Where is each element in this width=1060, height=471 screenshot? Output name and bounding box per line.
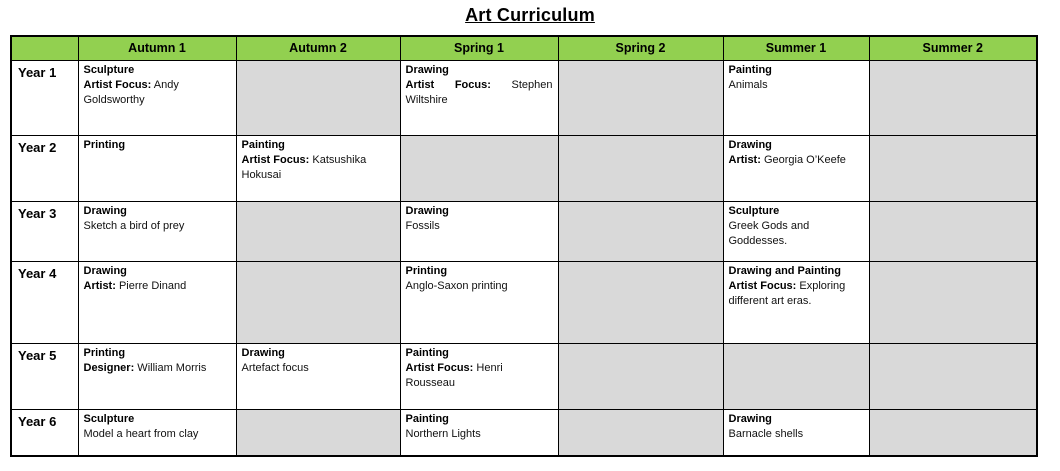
curriculum-cell <box>78 343 236 409</box>
cell-detail: Designer: William Morris <box>83 361 207 374</box>
curriculum-cell <box>78 409 236 456</box>
table-row <box>11 201 1037 261</box>
cell-heading: Drawing <box>241 346 285 359</box>
cell-heading: Painting <box>405 412 449 425</box>
cell-detail: Artist Focus: Henri Rousseau <box>405 361 503 389</box>
year-label: Year 1 <box>11 60 78 135</box>
column-header-spring-2: Spring 2 <box>558 36 723 60</box>
cell-detail: Fossils <box>405 219 440 232</box>
empty-cell <box>723 343 869 409</box>
curriculum-cell <box>723 261 869 343</box>
table-row <box>11 343 1037 409</box>
cell-detail: Artist: Georgia O’Keefe <box>728 153 846 166</box>
cell-detail: Artist Focus: Katsushika Hokusai <box>241 153 367 181</box>
curriculum-cell <box>236 135 400 201</box>
cell-detail: Model a heart from clay <box>83 427 199 440</box>
empty-cell <box>869 343 1037 409</box>
year-label: Year 3 <box>11 201 78 261</box>
empty-cell <box>869 60 1037 135</box>
header-row <box>11 36 1037 60</box>
year-label: Year 4 <box>11 261 78 343</box>
cell-detail: Artist Focus: Exploring different art eras. <box>728 279 846 307</box>
year-label: Year 2 <box>11 135 78 201</box>
empty-cell <box>558 343 723 409</box>
empty-cell <box>558 135 723 201</box>
cell-heading: Painting <box>241 138 285 151</box>
column-header-year <box>11 36 78 60</box>
cell-heading: Drawing <box>728 138 772 151</box>
curriculum-cell <box>723 135 869 201</box>
cell-detail: Anglo-Saxon printing <box>405 279 508 292</box>
table-row <box>11 261 1037 343</box>
table-row <box>11 409 1037 456</box>
cell-detail: Artist Focus: Andy Goldsworthy <box>83 78 179 106</box>
cell-detail: Greek Gods and Goddesses. <box>728 219 810 247</box>
empty-cell <box>558 261 723 343</box>
cell-heading: Drawing <box>405 63 449 76</box>
cell-detail: Northern Lights <box>405 427 481 440</box>
cell-detail: Artefact focus <box>241 361 309 374</box>
cell-heading: Drawing <box>83 204 127 217</box>
empty-cell <box>236 60 400 135</box>
cell-heading: Painting <box>728 63 772 76</box>
cell-heading: Printing <box>83 138 126 151</box>
empty-cell <box>236 261 400 343</box>
curriculum-cell <box>723 409 869 456</box>
page-title: Art Curriculum <box>465 5 595 25</box>
column-header-autumn-1: Autumn 1 <box>78 36 236 60</box>
column-header-summer-1: Summer 1 <box>723 36 869 60</box>
cell-detail: Artist: Pierre Dinand <box>83 279 187 292</box>
empty-cell <box>558 201 723 261</box>
empty-cell <box>400 135 558 201</box>
cell-heading: Drawing <box>83 264 127 277</box>
curriculum-cell <box>78 261 236 343</box>
cell-heading: Printing <box>405 264 448 277</box>
cell-heading: Sculpture <box>83 63 135 76</box>
cell-heading: Drawing and Painting <box>728 264 841 277</box>
curriculum-cell <box>723 60 869 135</box>
cell-heading: Printing <box>83 346 126 359</box>
curriculum-cell <box>723 201 869 261</box>
empty-cell <box>869 409 1037 456</box>
curriculum-cell <box>236 343 400 409</box>
cell-detail: Barnacle shells <box>728 427 804 440</box>
empty-cell <box>869 201 1037 261</box>
empty-cell <box>236 409 400 456</box>
cell-detail: Animals <box>728 78 768 91</box>
cell-detail: Artist Focus: Stephen Wiltshire <box>405 78 553 106</box>
cell-heading: Sculpture <box>83 412 135 425</box>
year-label: Year 6 <box>11 409 78 456</box>
cell-heading: Painting <box>405 346 449 359</box>
curriculum-table <box>10 35 1038 457</box>
cell-detail: Sketch a bird of prey <box>83 219 185 232</box>
empty-cell <box>236 201 400 261</box>
empty-cell <box>869 135 1037 201</box>
curriculum-cell <box>400 201 558 261</box>
table-body <box>11 60 1037 456</box>
empty-cell <box>869 261 1037 343</box>
curriculum-cell <box>78 201 236 261</box>
column-header-spring-1: Spring 1 <box>400 36 558 60</box>
cell-heading: Sculpture <box>728 204 780 217</box>
curriculum-cell <box>78 135 236 201</box>
cell-heading: Drawing <box>728 412 772 425</box>
empty-cell <box>558 60 723 135</box>
year-label: Year 5 <box>11 343 78 409</box>
curriculum-cell <box>400 261 558 343</box>
column-header-autumn-2: Autumn 2 <box>236 36 400 60</box>
table-row <box>11 135 1037 201</box>
cell-heading: Drawing <box>405 204 449 217</box>
table-row <box>11 60 1037 135</box>
curriculum-cell <box>400 409 558 456</box>
curriculum-cell <box>78 60 236 135</box>
empty-cell <box>558 409 723 456</box>
column-header-summer-2: Summer 2 <box>869 36 1037 60</box>
curriculum-cell <box>400 60 558 135</box>
curriculum-cell <box>400 343 558 409</box>
